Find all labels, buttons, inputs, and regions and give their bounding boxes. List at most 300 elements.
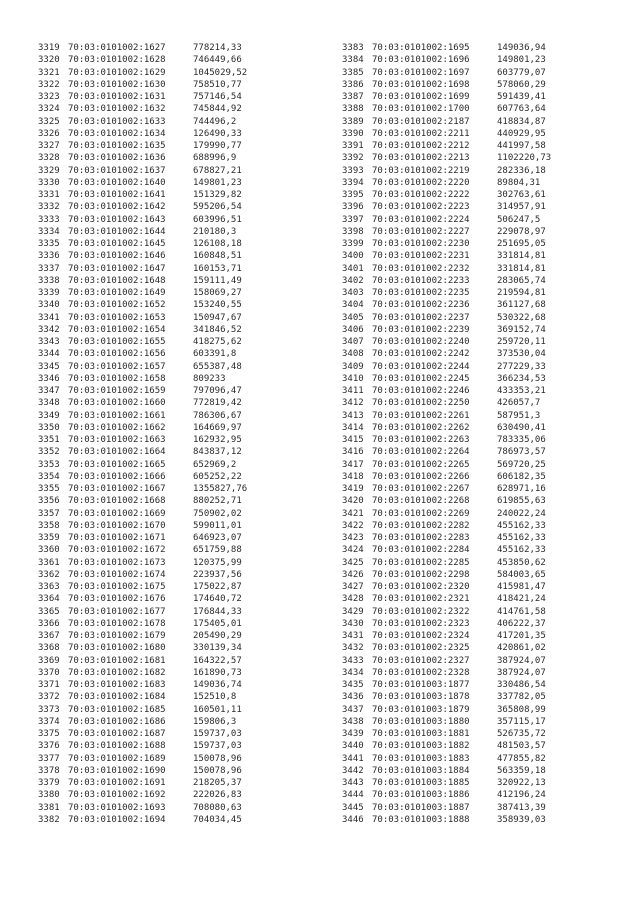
row-number: 3401 <box>342 263 364 274</box>
table-row <box>342 287 551 299</box>
cadastral-number: 70:03:0101002:1667 <box>68 484 166 494</box>
cadastral-value: 563359,18 <box>497 765 546 776</box>
cadastral-number: 70:03:0101002:1669 <box>68 508 166 519</box>
row-number: 3360 <box>38 545 60 556</box>
table-row <box>38 226 247 238</box>
row-number: 3373 <box>38 704 60 715</box>
cadastral-number: 70:03:0101002:2266 <box>372 471 470 482</box>
cadastral-value: 426057,7 <box>497 398 541 409</box>
row-number: 3396 <box>342 202 364 213</box>
table-row <box>38 765 247 777</box>
cadastral-value: 652969,2 <box>193 459 237 470</box>
row-number: 3415 <box>342 435 364 445</box>
row-number: 3349 <box>38 410 60 421</box>
cadastral-number: 70:03:0101002:1661 <box>68 410 166 421</box>
table-row <box>38 287 247 299</box>
row-number: 3404 <box>342 300 364 311</box>
cadastral-value: 341846,52 <box>193 324 242 335</box>
row-number: 3388 <box>342 104 364 115</box>
row-number: 3422 <box>342 520 364 531</box>
cadastral-value: 746449,66 <box>193 55 242 66</box>
cadastral-value: 179990,77 <box>193 141 242 151</box>
cadastral-number: 70:03:0101002:2231 <box>372 251 470 262</box>
row-number: 3428 <box>342 594 364 605</box>
cadastral-number: 70:03:0101002:2233 <box>372 275 470 286</box>
cadastral-value: 607763,64 <box>497 104 546 115</box>
table-row <box>38 324 247 336</box>
table-row <box>342 250 551 262</box>
table-row <box>342 495 551 507</box>
cadastral-value: 330139,34 <box>193 643 242 654</box>
cadastral-value: 320922,13 <box>497 778 546 788</box>
cadastral-number: 70:03:0101002:2298 <box>372 569 470 580</box>
cadastral-value: 455162,33 <box>497 545 546 556</box>
row-number: 3342 <box>38 324 60 335</box>
cadastral-number: 70:03:0101002:1699 <box>372 92 470 102</box>
table-row <box>342 777 551 789</box>
cadastral-value: 164322,57 <box>193 655 242 666</box>
row-number: 3414 <box>342 422 364 433</box>
cadastral-value: 744496,2 <box>193 116 237 127</box>
cadastral-number: 70:03:0101002:2187 <box>372 116 470 127</box>
table-row <box>38 532 247 544</box>
cadastral-number: 70:03:0101002:1656 <box>68 349 166 360</box>
cadastral-value: 530322,68 <box>497 312 546 323</box>
cadastral-value: 160848,51 <box>193 251 242 262</box>
cadastral-number: 70:03:0101002:2232 <box>372 263 470 274</box>
row-number: 3348 <box>38 398 60 409</box>
row-number: 3392 <box>342 153 364 164</box>
cadastral-number: 70:03:0101002:1692 <box>68 790 166 801</box>
row-number: 3438 <box>342 716 364 727</box>
cadastral-value: 406222,37 <box>497 618 546 629</box>
table-row <box>38 459 247 471</box>
table-row <box>342 581 551 593</box>
cadastral-number: 70:03:0101002:1630 <box>68 79 166 90</box>
cadastral-number: 70:03:0101002:2230 <box>372 239 470 249</box>
row-number: 3435 <box>342 680 364 690</box>
cadastral-number: 70:03:0101002:1637 <box>68 165 166 176</box>
row-number: 3413 <box>342 410 364 421</box>
table-row <box>342 152 551 164</box>
cadastral-number: 70:03:0101002:1662 <box>68 422 166 433</box>
table-row <box>342 667 551 679</box>
cadastral-value: 283065,74 <box>497 275 546 286</box>
cadastral-value: 205490,29 <box>193 631 242 641</box>
cadastral-number: 70:03:0101002:1659 <box>68 386 166 396</box>
cadastral-value: 414761,58 <box>497 606 546 617</box>
row-number: 3363 <box>38 582 60 592</box>
row-number: 3355 <box>38 484 60 494</box>
table-row <box>342 214 551 226</box>
row-number: 3440 <box>342 741 364 752</box>
cadastral-number: 70:03:0101003:1882 <box>372 741 470 752</box>
cadastral-value: 758510,77 <box>193 79 242 90</box>
table-row <box>342 446 551 458</box>
cadastral-number: 70:03:0101002:1663 <box>68 435 166 445</box>
cadastral-value: 162932,95 <box>193 435 242 445</box>
cadastral-value: 251695,05 <box>497 239 546 249</box>
table-row <box>38 128 247 140</box>
cadastral-value: 453850,62 <box>497 557 546 568</box>
cadastral-number: 70:03:0101002:1654 <box>68 324 166 335</box>
cadastral-value: 750902,02 <box>193 508 242 519</box>
cadastral-value: 678827,21 <box>193 165 242 176</box>
cadastral-value: 809233 <box>193 373 226 384</box>
cadastral-number: 70:03:0101002:1655 <box>68 337 166 347</box>
cadastral-value: 240022,24 <box>497 508 546 519</box>
cadastral-number: 70:03:0101002:1693 <box>68 802 166 813</box>
cadastral-number: 70:03:0101002:2264 <box>372 447 470 458</box>
cadastral-number: 70:03:0101002:1686 <box>68 716 166 727</box>
cadastral-number: 70:03:0101002:2246 <box>372 386 470 396</box>
row-number: 3321 <box>38 67 60 78</box>
row-number: 3319 <box>38 43 60 53</box>
row-number: 3446 <box>342 814 364 825</box>
cadastral-value: 418275,62 <box>193 337 242 347</box>
row-number: 3322 <box>38 79 60 90</box>
cadastral-number: 70:03:0101002:1677 <box>68 606 166 617</box>
row-number: 3387 <box>342 92 364 102</box>
cadastral-value: 361127,68 <box>497 300 546 311</box>
cadastral-number: 70:03:0101002:1660 <box>68 398 166 409</box>
cadastral-value: 150947,67 <box>193 312 242 323</box>
table-row <box>342 704 551 716</box>
row-number: 3329 <box>38 165 60 176</box>
row-number: 3403 <box>342 288 364 298</box>
cadastral-number: 70:03:0101002:1635 <box>68 141 166 151</box>
table-row <box>38 655 247 667</box>
cadastral-value: 153240,55 <box>193 300 242 311</box>
table-row <box>38 152 247 164</box>
row-number: 3351 <box>38 435 60 445</box>
cadastral-value: 175022,87 <box>193 582 242 592</box>
row-number: 3398 <box>342 226 364 237</box>
cadastral-number: 70:03:0101002:1679 <box>68 631 166 641</box>
cadastral-value: 149036,94 <box>497 43 546 53</box>
table-row <box>342 226 551 238</box>
cadastral-value: 646923,07 <box>193 533 242 543</box>
cadastral-value: 159737,03 <box>193 741 242 752</box>
cadastral-number: 70:03:0101002:1697 <box>372 67 470 78</box>
table-row <box>38 422 247 434</box>
row-number: 3409 <box>342 361 364 372</box>
cadastral-value: 314957,91 <box>497 202 546 213</box>
row-number: 3419 <box>342 484 364 494</box>
right-column <box>342 42 551 826</box>
row-number: 3445 <box>342 802 364 813</box>
table-row <box>38 312 247 324</box>
row-number: 3357 <box>38 508 60 519</box>
table-row <box>342 569 551 581</box>
cadastral-value: 797096,47 <box>193 386 242 396</box>
cadastral-number: 70:03:0101002:1658 <box>68 373 166 384</box>
cadastral-value: 599011,01 <box>193 520 242 531</box>
row-number: 3323 <box>38 92 60 102</box>
table-row <box>38 385 247 397</box>
cadastral-value: 630490,41 <box>497 422 546 433</box>
cadastral-number: 70:03:0101002:2282 <box>372 520 470 531</box>
cadastral-number: 70:03:0101002:1641 <box>68 190 166 200</box>
cadastral-number: 70:03:0101002:2261 <box>372 410 470 421</box>
table-row <box>38 520 247 532</box>
table-row <box>342 189 551 201</box>
cadastral-number: 70:03:0101002:1673 <box>68 557 166 568</box>
row-number: 3397 <box>342 214 364 225</box>
table-row <box>38 606 247 618</box>
row-number: 3394 <box>342 177 364 188</box>
row-number: 3346 <box>38 373 60 384</box>
cadastral-value: 159111,49 <box>193 275 242 286</box>
table-row <box>38 753 247 765</box>
table-row <box>342 336 551 348</box>
cadastral-number: 70:03:0101002:1642 <box>68 202 166 213</box>
table-row <box>38 483 247 495</box>
cadastral-value: 126108,18 <box>193 239 242 249</box>
row-number: 3375 <box>38 729 60 739</box>
cadastral-value: 455162,33 <box>497 533 546 543</box>
row-number: 3393 <box>342 165 364 176</box>
table-row <box>38 728 247 740</box>
cadastral-number: 70:03:0101002:2240 <box>372 337 470 347</box>
row-number: 3352 <box>38 447 60 458</box>
row-number: 3374 <box>38 716 60 727</box>
cadastral-number: 70:03:0101002:1640 <box>68 177 166 188</box>
table-row <box>342 544 551 556</box>
row-number: 3324 <box>38 104 60 115</box>
table-row <box>38 140 247 152</box>
table-row <box>342 177 551 189</box>
cadastral-number: 70:03:0101002:1695 <box>372 43 470 53</box>
cadastral-number: 70:03:0101002:1633 <box>68 116 166 127</box>
table-row <box>38 67 247 79</box>
row-number: 3379 <box>38 778 60 788</box>
cadastral-number: 70:03:0101002:2236 <box>372 300 470 311</box>
row-number: 3350 <box>38 422 60 433</box>
row-number: 3354 <box>38 471 60 482</box>
cadastral-value: 150078,96 <box>193 765 242 776</box>
cadastral-number: 70:03:0101002:2323 <box>372 618 470 629</box>
cadastral-value: 786973,57 <box>497 447 546 458</box>
cadastral-number: 70:03:0101002:1687 <box>68 729 166 739</box>
table-row <box>342 263 551 275</box>
row-number: 3427 <box>342 582 364 592</box>
cadastral-number: 70:03:0101002:1676 <box>68 594 166 605</box>
cadastral-number: 70:03:0101002:1671 <box>68 533 166 543</box>
table-row <box>342 410 551 422</box>
table-row <box>342 140 551 152</box>
row-number: 3332 <box>38 202 60 213</box>
table-row <box>342 324 551 336</box>
row-number: 3345 <box>38 361 60 372</box>
cadastral-value: 757146,54 <box>193 92 242 102</box>
cadastral-value: 440929,95 <box>497 128 546 139</box>
row-number: 3420 <box>342 496 364 507</box>
table-row <box>342 740 551 752</box>
cadastral-number: 70:03:0101003:1879 <box>372 704 470 715</box>
table-row <box>342 814 551 826</box>
table-row <box>342 116 551 128</box>
cadastral-number: 70:03:0101002:1644 <box>68 226 166 237</box>
cadastral-value: 164669,97 <box>193 422 242 433</box>
table-row <box>38 446 247 458</box>
cadastral-value: 158069,27 <box>193 288 242 298</box>
table-row <box>38 238 247 250</box>
row-number: 3444 <box>342 790 364 801</box>
cadastral-number: 70:03:0101002:1627 <box>68 43 166 53</box>
cadastral-number: 70:03:0101002:1657 <box>68 361 166 372</box>
cadastral-value: 219594,81 <box>497 288 546 298</box>
table-row <box>38 569 247 581</box>
row-number: 3340 <box>38 300 60 311</box>
cadastral-number: 70:03:0101002:2285 <box>372 557 470 568</box>
table-row <box>342 642 551 654</box>
row-number: 3371 <box>38 680 60 690</box>
row-number: 3381 <box>38 802 60 813</box>
table-row <box>38 716 247 728</box>
table-row <box>38 593 247 605</box>
row-number: 3386 <box>342 79 364 90</box>
cadastral-number: 70:03:0101002:1629 <box>68 67 166 78</box>
cadastral-value: 387413,39 <box>497 802 546 813</box>
cadastral-value: 619855,63 <box>497 496 546 507</box>
row-number: 3436 <box>342 692 364 703</box>
cadastral-value: 605252,22 <box>193 471 242 482</box>
cadastral-value: 259720,11 <box>497 337 546 347</box>
row-number: 3405 <box>342 312 364 323</box>
table-row <box>38 704 247 716</box>
row-number: 3406 <box>342 324 364 335</box>
cadastral-number: 70:03:0101003:1888 <box>372 814 470 825</box>
cadastral-value: 387924,07 <box>497 667 546 678</box>
row-number: 3423 <box>342 533 364 543</box>
table-row <box>38 814 247 826</box>
table-row <box>38 410 247 422</box>
row-number: 3383 <box>342 43 364 53</box>
cadastral-value: 603779,07 <box>497 67 546 78</box>
row-number: 3443 <box>342 778 364 788</box>
cadastral-number: 70:03:0101003:1883 <box>372 753 470 764</box>
cadastral-value: 417201,35 <box>497 631 546 641</box>
cadastral-value: 282336,18 <box>497 165 546 176</box>
cadastral-value: 357115,17 <box>497 716 546 727</box>
row-number: 3359 <box>38 533 60 543</box>
cadastral-number: 70:03:0101002:2265 <box>372 459 470 470</box>
cadastral-value: 149801,23 <box>497 55 546 66</box>
cadastral-number: 70:03:0101002:1668 <box>68 496 166 507</box>
row-number: 3358 <box>38 520 60 531</box>
table-row <box>342 165 551 177</box>
cadastral-number: 70:03:0101002:1696 <box>372 55 470 66</box>
row-number: 3439 <box>342 729 364 739</box>
table-row <box>38 275 247 287</box>
cadastral-number: 70:03:0101002:2283 <box>372 533 470 543</box>
cadastral-value: 843837,12 <box>193 447 242 458</box>
table-row <box>342 361 551 373</box>
row-number: 3327 <box>38 141 60 151</box>
cadastral-number: 70:03:0101002:1691 <box>68 778 166 788</box>
cadastral-value: 441997,58 <box>497 141 546 151</box>
cadastral-value: 778214,33 <box>193 43 242 53</box>
cadastral-value: 587951,3 <box>497 410 541 421</box>
cadastral-number: 70:03:0101002:2235 <box>372 288 470 298</box>
cadastral-number: 70:03:0101002:1636 <box>68 153 166 164</box>
table-row <box>38 348 247 360</box>
table-row <box>38 361 247 373</box>
table-row <box>342 606 551 618</box>
cadastral-value: 1045029,52 <box>193 67 248 78</box>
table-row <box>38 263 247 275</box>
cadastral-value: 149801,23 <box>193 177 242 188</box>
row-number: 3389 <box>342 116 364 127</box>
table-row <box>38 581 247 593</box>
row-number: 3366 <box>38 618 60 629</box>
table-row <box>342 459 551 471</box>
row-number: 3353 <box>38 459 60 470</box>
table-row <box>342 789 551 801</box>
table-row <box>38 397 247 409</box>
cadastral-value: 606182,35 <box>497 471 546 482</box>
cadastral-value: 330486,54 <box>497 680 546 690</box>
cadastral-number: 70:03:0101002:1694 <box>68 814 166 825</box>
row-number: 3411 <box>342 386 364 396</box>
table-row <box>342 508 551 520</box>
cadastral-value: 651759,88 <box>193 545 242 556</box>
table-row <box>38 508 247 520</box>
row-number: 3336 <box>38 251 60 262</box>
table-row <box>38 789 247 801</box>
cadastral-number: 70:03:0101002:1688 <box>68 741 166 752</box>
cadastral-number: 70:03:0101002:2263 <box>372 435 470 445</box>
table-row <box>342 679 551 691</box>
cadastral-number: 70:03:0101002:1649 <box>68 288 166 298</box>
table-row <box>38 557 247 569</box>
cadastral-number: 70:03:0101002:2242 <box>372 349 470 360</box>
cadastral-value: 331814,81 <box>497 263 546 274</box>
table-row <box>342 397 551 409</box>
table-row <box>342 385 551 397</box>
cadastral-number: 70:03:0101002:1634 <box>68 128 166 139</box>
cadastral-number: 70:03:0101002:1678 <box>68 618 166 629</box>
cadastral-number: 70:03:0101002:1670 <box>68 520 166 531</box>
table-row <box>342 42 551 54</box>
row-number: 3399 <box>342 239 364 249</box>
cadastral-value: 331814,81 <box>497 251 546 262</box>
cadastral-value: 337782,05 <box>497 692 546 703</box>
cadastral-value: 1355827,76 <box>193 484 248 494</box>
row-number: 3395 <box>342 190 364 200</box>
cadastral-value: 150078,96 <box>193 753 242 764</box>
cadastral-number: 70:03:0101002:1632 <box>68 104 166 115</box>
table-row <box>342 275 551 287</box>
table-row <box>38 299 247 311</box>
table-row <box>342 103 551 115</box>
table-row <box>342 91 551 103</box>
cadastral-number: 70:03:0101003:1878 <box>372 692 470 703</box>
cadastral-value: 302763,61 <box>497 190 546 200</box>
row-number: 3344 <box>38 349 60 360</box>
row-number: 3365 <box>38 606 60 617</box>
cadastral-number: 70:03:0101002:1700 <box>372 104 470 115</box>
row-number: 3432 <box>342 643 364 654</box>
cadastral-value: 160501,11 <box>193 704 242 715</box>
cadastral-value: 358939,03 <box>497 814 546 825</box>
cadastral-number: 70:03:0101002:2224 <box>372 214 470 225</box>
row-number: 3441 <box>342 753 364 764</box>
row-number: 3421 <box>342 508 364 519</box>
table-row <box>342 54 551 66</box>
table-row <box>342 728 551 740</box>
